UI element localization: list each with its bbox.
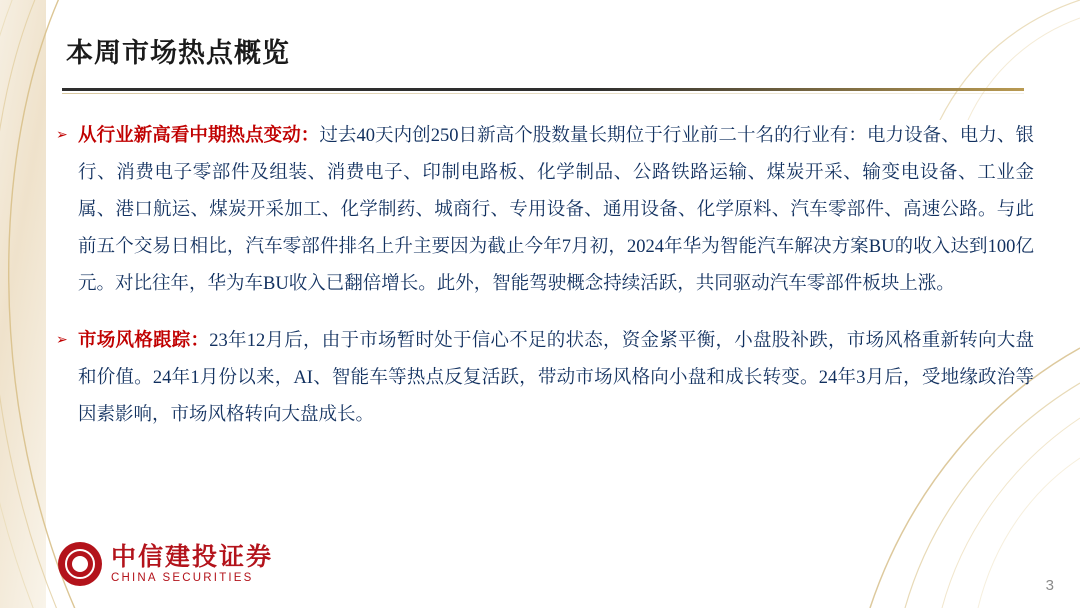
- paragraph-lead-label: 从行业新高看中期热点变动：: [78, 126, 320, 146]
- paragraph-industry-highs: [56, 118, 1034, 303]
- title-divider-accent: [62, 93, 1024, 94]
- paragraph-body-text: 过去40天内创250日新高个股数量长期位于行业前二十名的行业有：电力设备、电力、银行、消费电子零部件及组装、消费电子、印制电路板、化学制品、公路铁路运输、煤炭开采、输变电设备、工业金属、港口航运、煤炭开采加工、化学制药、城商行、专用设备、通用设备、化学原料、汽车零部件、高速公路。与此前五个交易日相比，汽车零部件排名上升主要因为截止今年7月初，2024年华为智能汽车解决方案BU的收入达到100亿元。对比往年，华为车BU收入已翻倍增长。此外，智能驾驶概念持续活跃，共同驱动汽车零部件板块上涨。: [78, 126, 1034, 294]
- page-number: 3: [1045, 577, 1054, 594]
- logo-english-name: CHINA SECURITIES: [111, 571, 254, 584]
- title-divider: [62, 88, 1024, 91]
- page-title-wrap: [66, 36, 1026, 70]
- slide-body: [56, 118, 1034, 454]
- arrow-bullet-icon: ➢: [56, 333, 68, 348]
- logo-chinese-name: 中信建投证券: [111, 542, 274, 571]
- logo-circle-icon: [58, 542, 102, 586]
- page-title: 本周市场热点概览: [66, 38, 290, 68]
- company-logo: [58, 542, 273, 586]
- paragraph-body-text: 23年12月后，由于市场暂时处于信心不足的状态，资金紧平衡，小盘股补跌，市场风格重新转向大盘和价值。24年1月份以来，AI、智能车等热点反复活跃，带动市场风格向小盘和成长转变。24年3月后，受地缘政治等因素影响，市场风格转向大盘成长。: [78, 331, 1034, 425]
- arrow-bullet-icon: ➢: [56, 128, 68, 143]
- logo-text-block: [111, 544, 273, 585]
- paragraph-lead-label: 市场风格跟踪：: [78, 331, 210, 351]
- paragraph-market-style: [56, 323, 1034, 434]
